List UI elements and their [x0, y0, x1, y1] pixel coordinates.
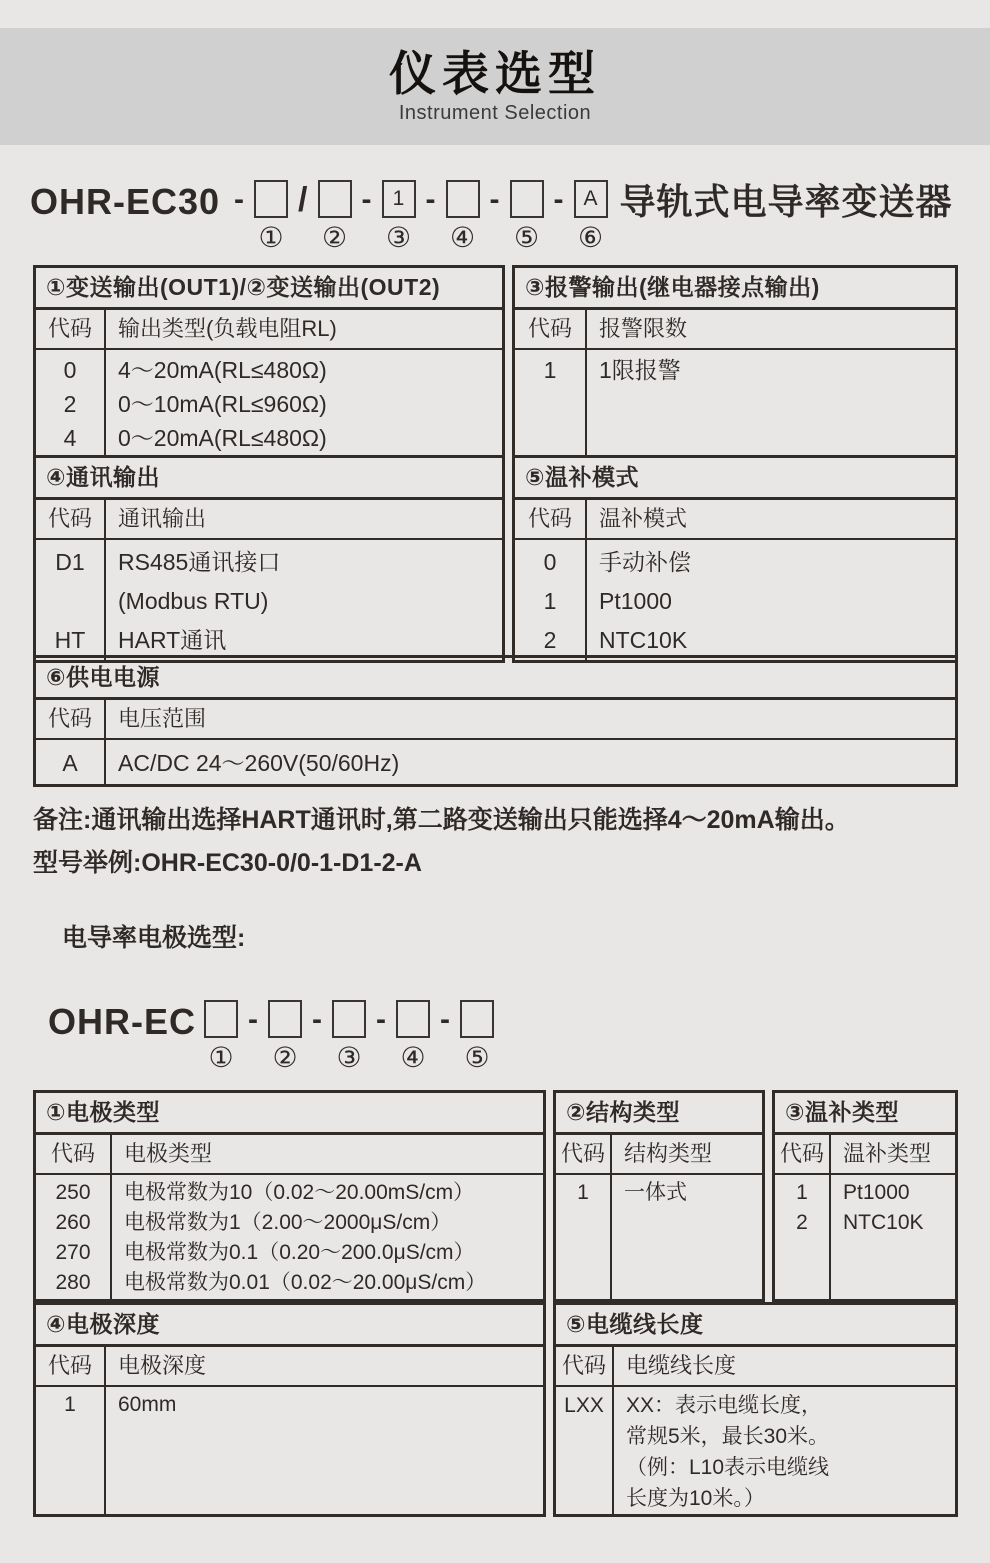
col-header-code: 代码: [556, 1347, 614, 1385]
code-box-empty: [460, 1000, 494, 1038]
col-header-desc: 报警限数: [599, 316, 688, 341]
desc-column: [587, 540, 955, 660]
code-box-column: [574, 180, 608, 252]
electrode-table-row-2: [33, 1302, 958, 1510]
section-body: [36, 350, 502, 455]
code-box-filled: 1: [382, 180, 416, 218]
code-cell: 280: [55, 1271, 91, 1294]
code-cell: 1: [543, 588, 557, 614]
section-transmit-output: [33, 265, 505, 458]
dash-separator: -: [440, 1003, 450, 1036]
model-prefix: OHR-EC30: [30, 181, 221, 222]
section-power-supply: [33, 655, 958, 787]
desc-cell: 60mm: [118, 1393, 177, 1416]
section-subheader: [556, 1347, 955, 1387]
code-cell: 4: [63, 425, 77, 451]
desc-column: [831, 1175, 955, 1299]
col-header-code: 代码: [515, 500, 587, 538]
desc-cell: 电极常数为0.1（0.20～200.0μS/cm）: [124, 1241, 475, 1264]
code-box-empty: [268, 1000, 302, 1038]
code-cell: 270: [55, 1241, 91, 1264]
section-body: [556, 1175, 762, 1299]
ordering-table-row-2: [33, 455, 958, 655]
col-header-code: 代码: [36, 1347, 106, 1385]
position-number-label: ②: [321, 222, 348, 253]
col-header-code: 代码: [515, 310, 587, 348]
code-cell: A: [62, 750, 78, 776]
col-header-desc: 电极深度: [118, 1353, 207, 1378]
section-body: [775, 1175, 955, 1299]
section-body: [556, 1387, 955, 1514]
desc-cell: （例：L10表示电缆线: [626, 1456, 830, 1479]
desc-cell: 电极常数为0.01（0.02～20.00μS/cm）: [124, 1271, 487, 1294]
code-column: [36, 540, 106, 660]
section-temp-compensation-type: [772, 1090, 958, 1302]
desc-cell: 0～10mA(RL≤960Ω): [118, 391, 327, 417]
section-body: [515, 350, 955, 455]
desc-cell: 4～20mA(RL≤480Ω): [118, 357, 327, 383]
desc-column: [614, 1387, 955, 1514]
position-number-label: ⑥: [577, 222, 604, 253]
section-title: ①变送输出(OUT1)/②变送输出(OUT2): [36, 268, 502, 310]
position-number-label: ③: [336, 1042, 362, 1073]
dash-separator: -: [234, 183, 245, 216]
code-cell: 2: [543, 627, 557, 653]
desc-cell: NTC10K: [599, 627, 688, 653]
position-number-label: ④: [449, 222, 476, 253]
section-cable-length: [553, 1302, 958, 1517]
code-cell: 1: [796, 1181, 808, 1204]
code-column: [36, 1175, 112, 1299]
desc-cell: 常规5米，最长30米。: [626, 1425, 830, 1448]
code-column: [556, 1387, 614, 1514]
section-subheader: [515, 310, 955, 350]
section-body: [515, 540, 955, 660]
code-box-column: [396, 1000, 430, 1072]
col-header-desc: 温补类型: [843, 1141, 932, 1166]
desc-column: [106, 350, 502, 455]
code-cell: 0: [543, 549, 557, 575]
desc-cell: 1限报警: [599, 357, 681, 383]
code-cell: [36, 582, 104, 621]
code-column: [775, 1175, 831, 1299]
code-cell: [556, 1452, 612, 1483]
code-box-column: [204, 1000, 238, 1072]
code-box-column: [318, 180, 352, 252]
desc-cell: 一体式: [624, 1181, 687, 1204]
code-cell: [556, 1421, 612, 1452]
code-column: [515, 350, 587, 455]
desc-cell: 电极常数为1（2.00～2000μS/cm）: [124, 1211, 452, 1234]
code-cell: 0: [63, 357, 77, 383]
code-cell: D1: [55, 549, 85, 575]
dash-separator: -: [312, 1003, 322, 1036]
dash-separator: -: [553, 183, 564, 216]
section-body: [36, 740, 955, 784]
code-box-empty: [254, 180, 288, 218]
col-header-desc: 电压范围: [118, 706, 207, 731]
code-column: [515, 540, 587, 660]
section-subheader: [36, 1347, 543, 1387]
code-box-column: [446, 180, 480, 252]
code-cell: 2: [796, 1211, 808, 1234]
section-electrode-depth: [33, 1302, 546, 1517]
section-subheader: [36, 700, 955, 740]
section-alarm-output: [512, 265, 958, 458]
dash-separator: -: [425, 183, 436, 216]
code-box-empty: [396, 1000, 430, 1038]
desc-cell: 手动补偿: [599, 549, 691, 575]
code-cell: LXX: [564, 1394, 604, 1417]
code-column: [36, 740, 106, 784]
position-number-label: ②: [272, 1042, 298, 1073]
desc-cell: NTC10K: [843, 1211, 924, 1234]
code-box-filled: A: [574, 180, 608, 218]
model-suffix: 导轨式电导率变送器: [619, 181, 953, 222]
desc-column: [106, 540, 502, 660]
col-header-desc: 电缆线长度: [626, 1353, 737, 1378]
desc-cell: 长度为10米。）: [626, 1487, 765, 1510]
col-header-code: 代码: [36, 700, 106, 738]
desc-cell: Pt1000: [599, 588, 672, 614]
section-body: [36, 1175, 543, 1299]
remark-note: 备注:通讯输出选择HART通讯时,第二路变送输出只能选择4～20mA输出。: [33, 806, 850, 834]
position-number-label: ⑤: [464, 1042, 490, 1073]
code-cell: 1: [577, 1181, 589, 1204]
section-body: [36, 1387, 543, 1514]
position-number-label: ①: [208, 1042, 234, 1073]
section-structure-type: [553, 1090, 765, 1302]
section-title: ⑥供电电源: [36, 658, 955, 700]
section-title: ②结构类型: [556, 1093, 762, 1135]
col-header-code: 代码: [36, 1135, 112, 1173]
electrode-table-row-1: [33, 1090, 958, 1302]
section-title: ④电极深度: [36, 1305, 543, 1347]
code-cell: [556, 1483, 612, 1514]
dash-separator: -: [376, 1003, 386, 1036]
col-header-desc: 温补模式: [599, 506, 688, 531]
desc-column: [587, 350, 955, 455]
section-subheader: [515, 500, 955, 540]
col-header-desc: 输出类型(负载电阻RL): [118, 316, 337, 341]
section-subheader: [36, 310, 502, 350]
code-cell: 250: [55, 1181, 91, 1204]
desc-column: [106, 1387, 543, 1514]
electrode-selection-heading: 电导率电极选型:: [62, 924, 246, 952]
col-header-code: 代码: [36, 310, 106, 348]
section-title: ⑤电缆线长度: [556, 1305, 955, 1347]
ordering-table-row-3: [33, 655, 958, 787]
ordering-table-row-1: [33, 265, 958, 455]
dash-separator: -: [248, 1003, 258, 1036]
page-banner: [0, 28, 990, 145]
section-subheader: [775, 1135, 955, 1175]
code-box-empty: [332, 1000, 366, 1038]
model-example-note: 型号举例:OHR-EC30-0/0-1-D1-2-A: [33, 849, 422, 877]
desc-cell: (Modbus RTU): [118, 588, 269, 614]
section-title: ③报警输出(继电器接点输出): [515, 268, 955, 310]
code-box-column: [332, 1000, 366, 1072]
code-cell: HT: [54, 627, 86, 653]
model-prefix: OHR-EC: [48, 1001, 196, 1042]
position-number-label: ③: [385, 222, 412, 253]
code-column: [36, 1387, 106, 1514]
desc-cell: HART通讯: [118, 627, 227, 653]
code-box-column: [268, 1000, 302, 1072]
code-cell: 2: [63, 391, 77, 417]
code-box-empty: [446, 180, 480, 218]
page-subtitle: Instrument Selection: [398, 102, 592, 125]
col-header-desc: 电极类型: [124, 1141, 213, 1166]
desc-cell: AC/DC 24～260V(50/60Hz): [118, 750, 400, 776]
col-header-code: 代码: [36, 500, 106, 538]
section-title: ⑤温补模式: [515, 458, 955, 500]
position-number-label: ①: [258, 222, 284, 253]
desc-cell: Pt1000: [843, 1181, 910, 1204]
desc-cell: RS485通讯接口: [118, 549, 281, 575]
desc-cell: 电极常数为10（0.02～20.00mS/cm）: [124, 1181, 475, 1204]
code-box-empty: [510, 180, 544, 218]
code-box-column: [460, 1000, 494, 1072]
dash-separator: -: [489, 183, 500, 216]
section-electrode-type: [33, 1090, 546, 1302]
section-body: [36, 540, 502, 660]
code-box-column: [382, 180, 416, 252]
section-temp-compensation-mode: [512, 455, 958, 663]
section-communication-output: [33, 455, 505, 663]
section-subheader: [556, 1135, 762, 1175]
page-title: 仪表选型: [389, 46, 601, 100]
code-column: [556, 1175, 612, 1299]
col-header-code: 代码: [556, 1135, 612, 1173]
section-title: ④通讯输出: [36, 458, 502, 500]
desc-column: [612, 1175, 762, 1299]
section-subheader: [36, 1135, 543, 1175]
model-code-diagram-ohr-ec30: [30, 180, 953, 252]
dash-separator: -: [361, 183, 372, 216]
desc-column: [112, 1175, 543, 1299]
section-title: ③温补类型: [775, 1093, 955, 1135]
position-number-label: ⑤: [513, 222, 540, 253]
section-title: ①电极类型: [36, 1093, 543, 1135]
code-box-column: [510, 180, 544, 252]
code-column: [36, 350, 106, 455]
code-cell: 1: [543, 357, 557, 383]
desc-cell: 0～20mA(RL≤480Ω): [118, 425, 327, 451]
code-box-empty: [318, 180, 352, 218]
position-number-label: ④: [400, 1042, 426, 1073]
col-header-desc: 通讯输出: [118, 506, 207, 531]
code-box-empty: [204, 1000, 238, 1038]
section-subheader: [36, 500, 502, 540]
code-box-column: [254, 180, 288, 252]
col-header-desc: 结构类型: [624, 1141, 713, 1166]
desc-column: [106, 740, 955, 784]
slash-separator: /: [298, 181, 308, 219]
desc-cell: XX：表示电缆长度，: [626, 1394, 823, 1417]
code-cell: 260: [55, 1211, 91, 1234]
col-header-code: 代码: [775, 1135, 831, 1173]
model-code-diagram-ohr-ec: [48, 1000, 496, 1072]
code-cell: 1: [64, 1393, 76, 1416]
